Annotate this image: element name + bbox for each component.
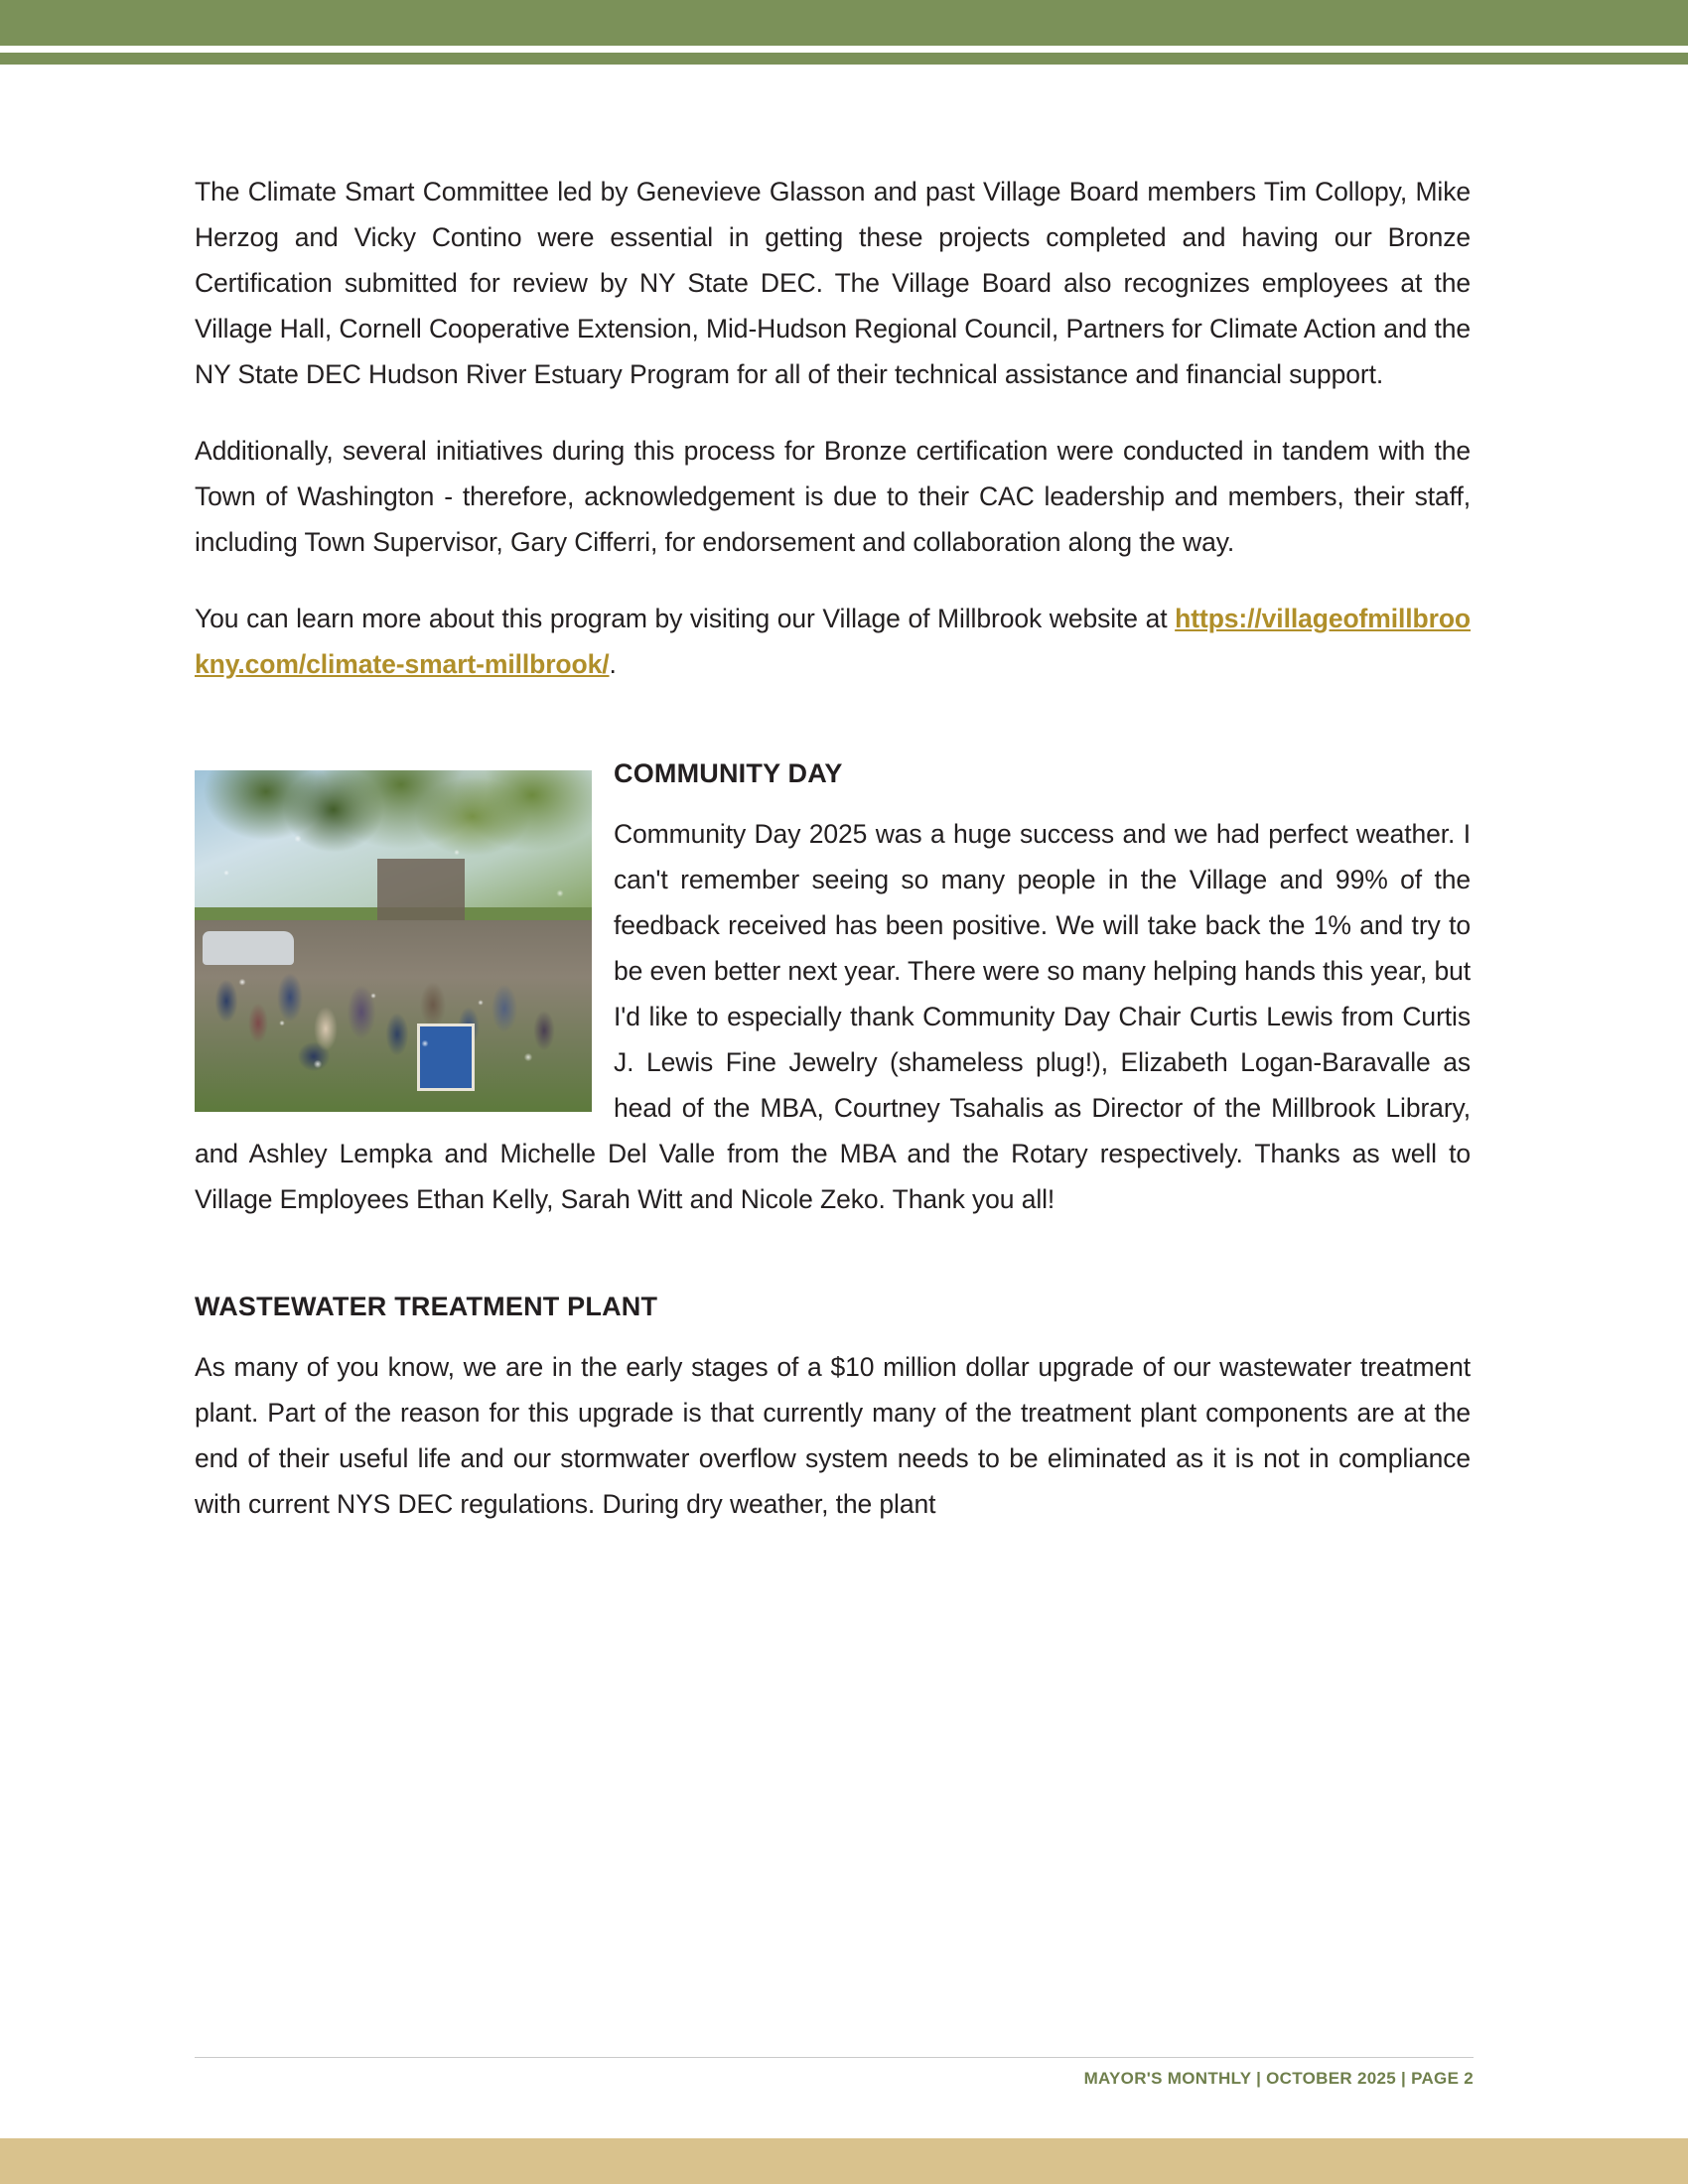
link-lead-text: You can learn more about this program by visiting our Village of Millbrook website at xyxy=(195,604,1176,633)
header-band-accent xyxy=(0,53,1688,65)
paragraph-climate-committee: The Climate Smart Committee led by Genevieve Glasson and past Village Board members Tim Collopy, Mike Herzog and Vicky Contino were essential in getting these projects completed and having our Bronze Certification submitted for review by NY State DEC. The Village Board also recognizes employees at the Village Hall, Cornell Cooperative Extension, Mid-Hudson Regional Council, Partners for Climate Action and the NY State DEC Hudson River Estuary Program for all of their technical assistance and financial support. xyxy=(195,177,1471,389)
page-content xyxy=(195,169,1471,1527)
photo-bubbles xyxy=(195,770,592,1112)
climate-smart-millbrook-link[interactable]: https://villageofmillbrookny.com/climate-smart-millbrook/ xyxy=(195,604,1471,679)
link-trailing-text: . xyxy=(609,649,617,679)
footer-divider xyxy=(195,2057,1474,2058)
heading-wastewater-treatment-plant: WASTEWATER TREATMENT PLANT xyxy=(195,1292,658,1321)
paragraph-wastewater: As many of you know, we are in the early stages of a $10 million dollar upgrade of our wastewater treatment plant. Part of the reason for this upgrade is that currently many of the treatment plant components are at the end of their useful life and our stormwater overflow system needs to be eliminated as it is not in compliance with current NYS DEC regulations. During dry weather, the plant xyxy=(195,1352,1471,1519)
heading-community-day: COMMUNITY DAY xyxy=(614,758,843,788)
paragraph-website-link xyxy=(195,596,1471,687)
footer-caption: MAYOR'S MONTHLY | OCTOBER 2025 | PAGE 2 xyxy=(1083,2069,1474,2088)
community-day-photo xyxy=(195,770,592,1112)
paragraph-community-day: Community Day 2025 was a huge success and we had perfect weather. I can't remember seeing so many people in the Village and 99% of the feedback received has been positive. We will take back the 1% and try to be even better next year. There were so many helping hands this year, but I'd like to especially thank Community Day Chair Curtis Lewis from Curtis J. Lewis Fine Jewelry (shameless plug!), Elizabeth Logan-Baravalle as head of the MBA, Courtney Tsahalis as Director of the Millbrook Library, and Ashley Lempka and Michelle Del Valle from the MBA and the Rotary respectively. Thanks as well to Village Employees Ethan Kelly, Sarah Witt and Nicole Zeko. Thank you all! xyxy=(195,819,1471,1214)
header-band-top xyxy=(0,0,1688,46)
footer-band-bottom xyxy=(0,2138,1688,2184)
section-community-day xyxy=(195,758,1471,1222)
header-band-gap xyxy=(0,46,1688,53)
paragraph-town-of-washington: Additionally, several initiatives during this process for Bronze certification were conducted in tandem with the Town of Washington - therefore, acknowledgement is due to their CAC leadership and members, their staff, including Town Supervisor, Gary Cifferri, for endorsement and collaboration along the way. xyxy=(195,436,1471,557)
section-wastewater-treatment-plant xyxy=(195,1292,1471,1527)
